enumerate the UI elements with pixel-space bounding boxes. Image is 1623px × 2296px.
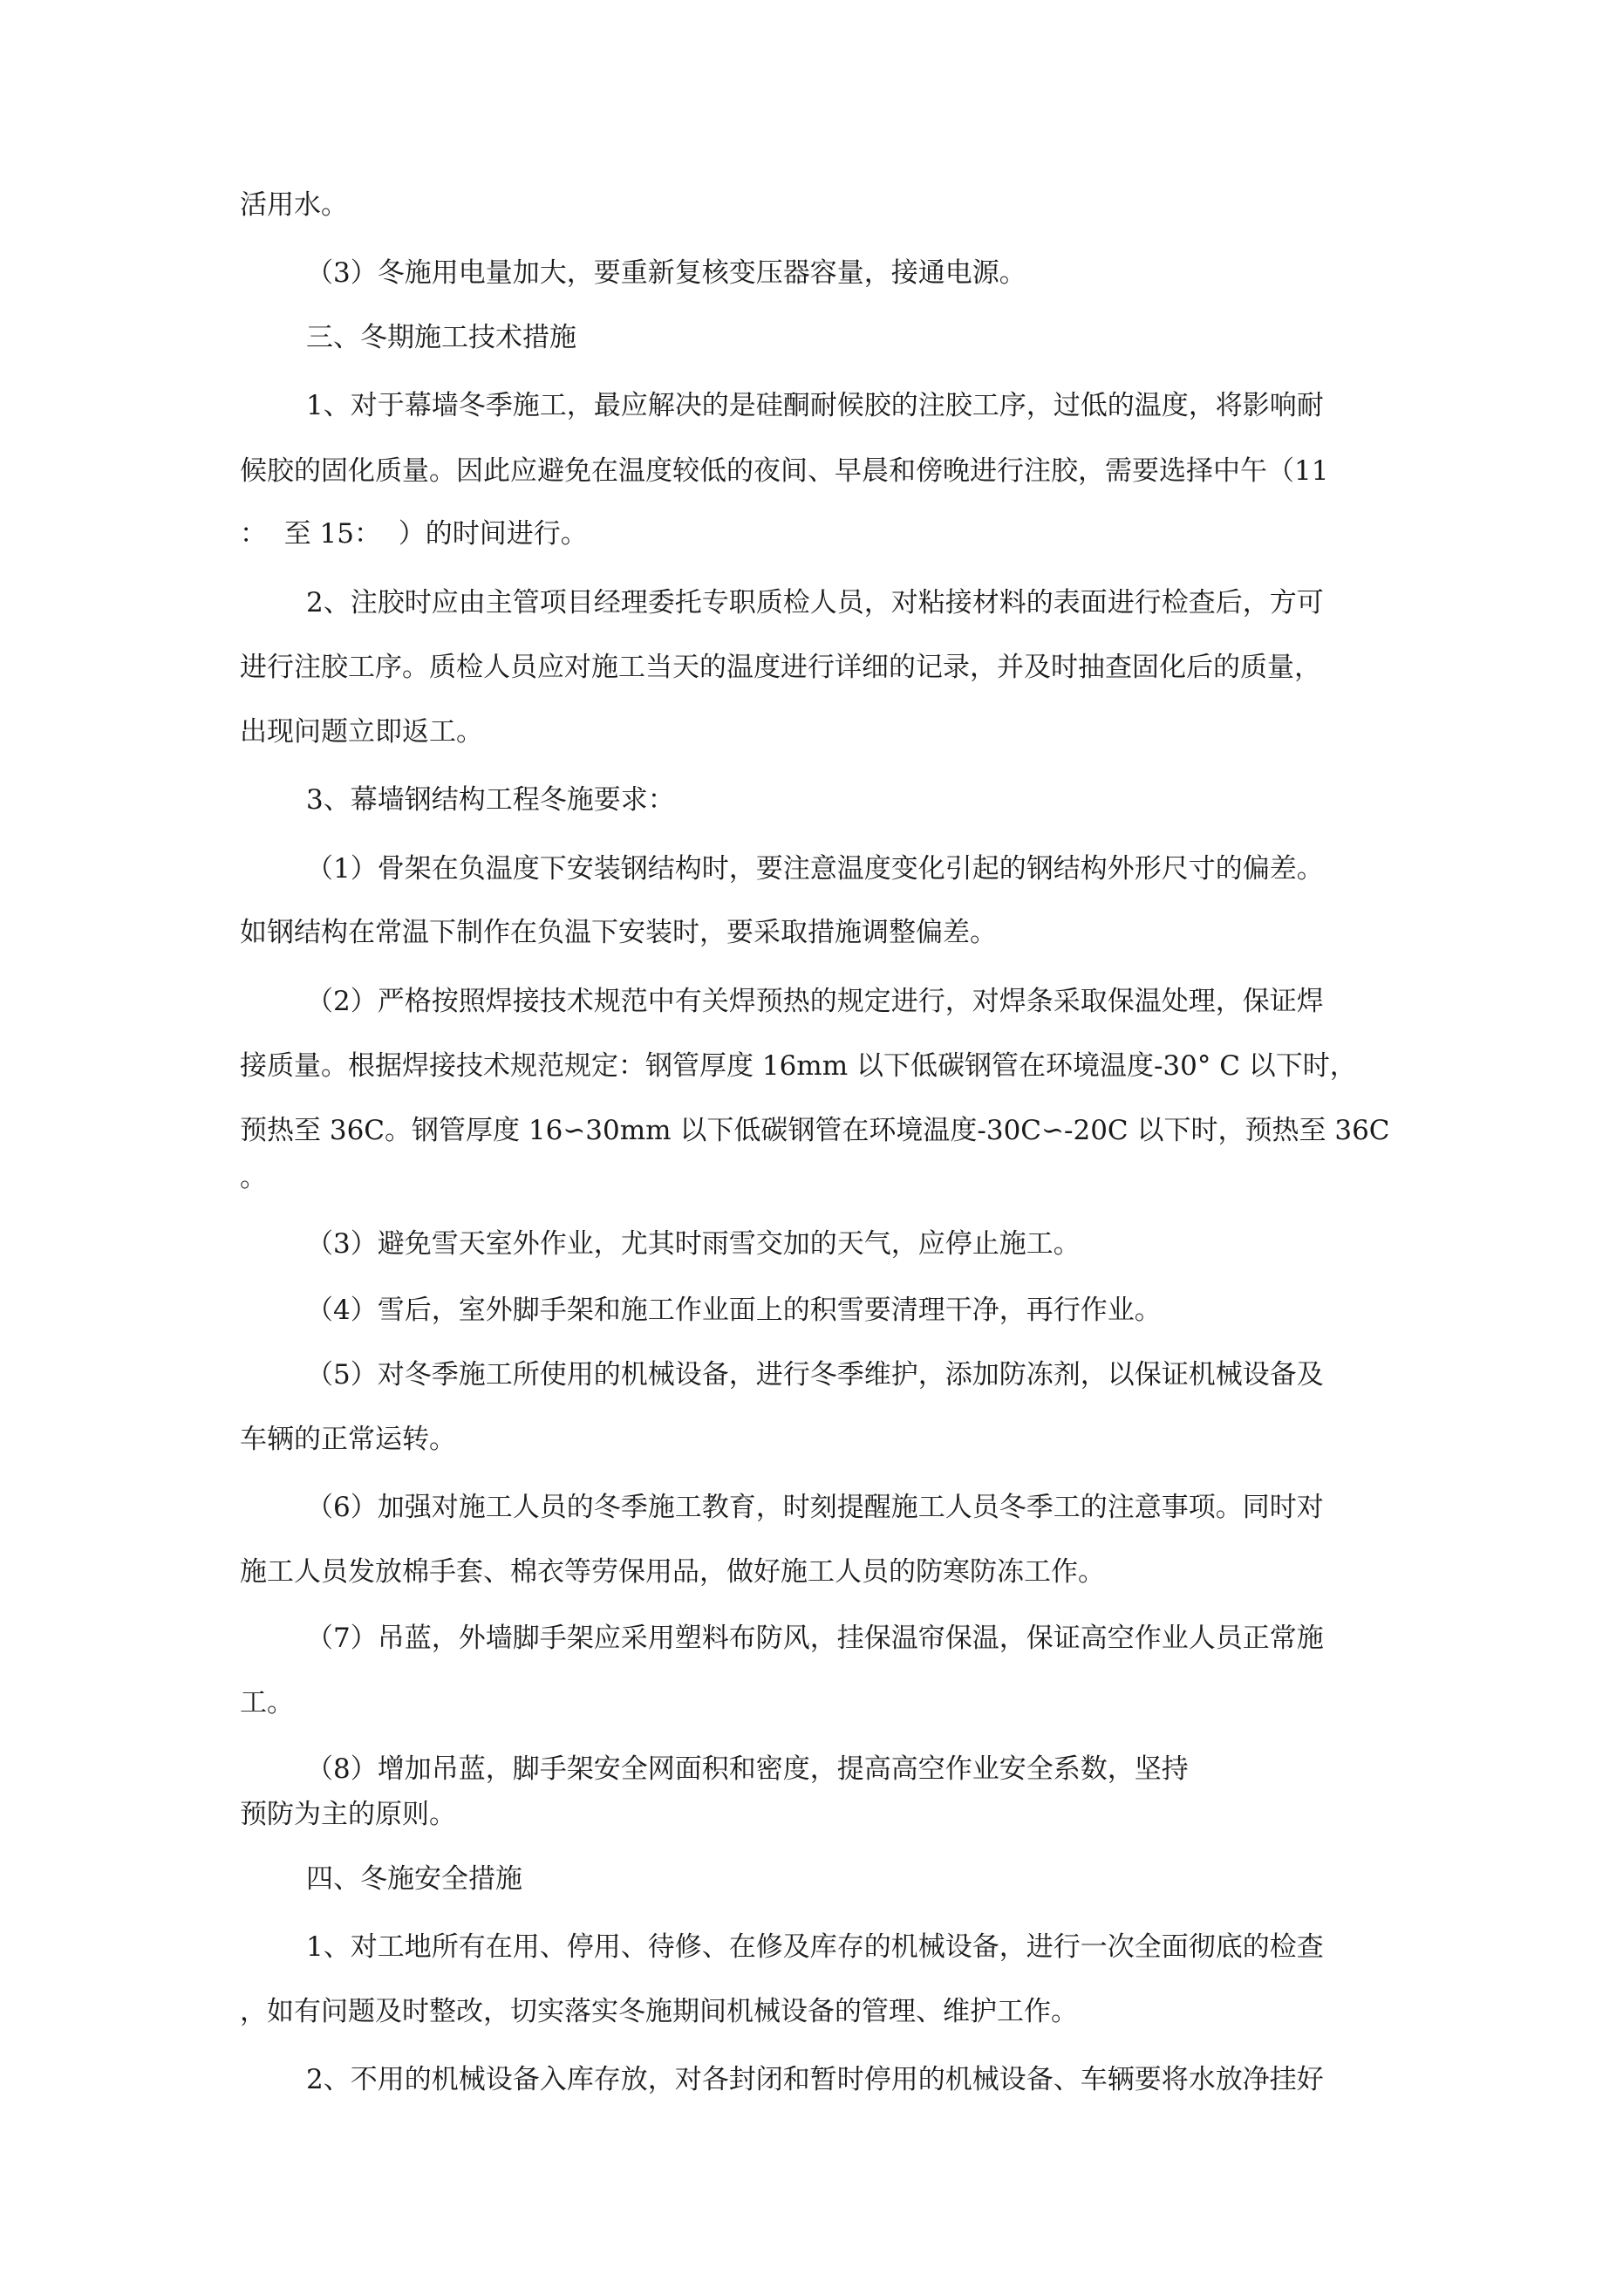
text-line: 2、不用的机械设备入库存放，对各封闭和暂时停用的机械设备、车辆要将水放净挂好 [306, 2064, 1324, 2095]
text-line: 工。 [240, 1687, 294, 1719]
text-line: ： 至 15： ）的时间进行。 [240, 518, 588, 550]
text-line: （8）增加吊蓝，脚手架安全网面积和密度，提高高空作业安全系数，坚持 [306, 1753, 1189, 1785]
text-line: （6）加强对施工人员的冬季施工教育，时刻提醒施工人员冬季工的注意事项。同时对 [306, 1492, 1324, 1523]
text-line: （4）雪后，室外脚手架和施工作业面上的积雪要清理干净，再行作业。 [306, 1295, 1162, 1326]
text-line: 1、对工地所有在用、停用、待修、在修及库存的机械设备，进行一次全面彻底的检查 [306, 1931, 1324, 1963]
text-line: 进行注胶工序。质检人员应对施工当天的温度进行详细的记录，并及时抽查固化后的质量， [240, 652, 1321, 683]
text-line: 如钢结构在常温下制作在负温下安装时，要采取措施调整偏差。 [240, 917, 997, 948]
text-line: （2）严格按照焊接技术规范中有关焊预热的规定进行，对焊条采取保温处理，保证焊 [306, 986, 1324, 1017]
text-line: （5）对冬季施工所使用的机械设备，进行冬季维护，添加防冻剂，以保证机械设备及 [306, 1359, 1324, 1391]
text-line: 施工人员发放棉手套、棉衣等劳保用品，做好施工人员的防寒防冻工作。 [240, 1556, 1105, 1588]
text-line: 2、注胶时应由主管项目经理委托专职质检人员，对粘接材料的表面进行检查后，方可 [306, 587, 1324, 618]
text-line: （7）吊蓝，外墙脚手架应采用塑料布防风，挂保温帘保温，保证高空作业人员正常施 [306, 1623, 1324, 1654]
text-line: 车辆的正常运转。 [240, 1424, 456, 1455]
section-heading: 四、冬施安全措施 [306, 1863, 522, 1895]
text-line: （3）避免雪天室外作业，尤其时雨雪交加的天气，应停止施工。 [306, 1228, 1081, 1260]
text-line: 活用水。 [240, 189, 348, 221]
text-line: 预防为主的原则。 [240, 1799, 456, 1830]
section-heading: 三、冬期施工技术措施 [306, 322, 576, 353]
text-line: （1）骨架在负温度下安装钢结构时，要注意温度变化引起的钢结构外形尺寸的偏差。 [306, 853, 1324, 885]
text-line: ，如有问题及时整改，切实落实冬施期间机械设备的管理、维护工作。 [240, 1996, 1078, 2027]
text-line: 。 [240, 1162, 267, 1193]
text-line: 接质量。根据焊接技术规范规定：钢管厚度 16mm 以下低碳钢管在环境温度-30° C 以下时， [240, 1050, 1357, 1082]
text-line: 预热至 36C。钢管厚度 16∽30mm 以下低碳钢管在环境温度-30C∽-20C 以下时，预热至 36C [240, 1115, 1390, 1146]
text-line: 3、幕墙钢结构工程冬施要求： [306, 784, 675, 816]
text-line: 出现问题立即返工。 [240, 716, 483, 748]
text-line: （3）冬施用电量加大，要重新复核变压器容量，接通电源。 [306, 257, 1026, 289]
text-line: 1、对于幕墙冬季施工，最应解决的是硅酮耐候胶的注胶工序，过低的温度，将影响耐 [306, 390, 1324, 421]
text-line: 候胶的固化质量。因此应避免在温度较低的夜间、早晨和傍晚进行注胶，需要选择中午（11 [240, 455, 1329, 487]
